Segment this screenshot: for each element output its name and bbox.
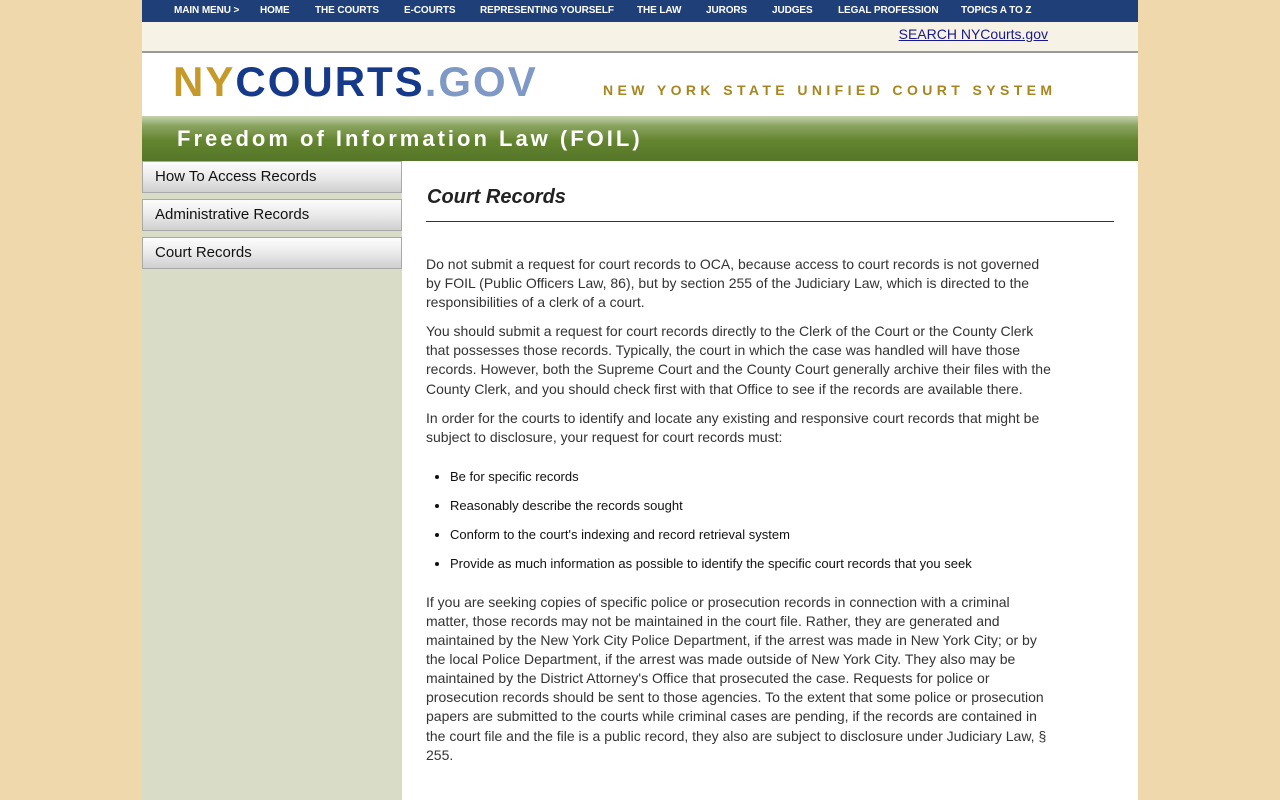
requirements-list [426, 469, 1054, 571]
nav-representing-yourself[interactable]: REPRESENTING YOURSELF [480, 5, 614, 16]
sidebar [142, 161, 402, 800]
nav-jurors[interactable]: JURORS [706, 5, 748, 16]
list-item: • Reasonably describe the records sought [450, 498, 1054, 513]
sidebar-item-how-to-access-records[interactable] [142, 161, 402, 193]
paragraph-clerk: You should submit a request for court records directly to the Clerk of the Court or the County Clerk that possesses those records. Typically, the court in which the case was handled will have those records. However, both the Supreme Court and the County Court generally archive their files with the County Clerk, and you should check first with that Office to see if the records are available there. [426, 323, 1051, 397]
site-logo[interactable] [173, 58, 538, 105]
site-tagline: NEW YORK STATE UNIFIED COURT SYSTEM [603, 82, 1057, 98]
list-item: • Be for specific records [450, 469, 1054, 484]
nav-e-courts[interactable]: E-COURTS [404, 5, 456, 16]
article-body [426, 255, 1054, 775]
page [142, 0, 1138, 800]
nav-the-courts[interactable]: THE COURTS [315, 5, 380, 16]
search-bar [142, 22, 1138, 53]
top-navigation [142, 0, 1138, 22]
nav-the-law[interactable]: THE LAW [637, 5, 682, 16]
list-item: • Conform to the court's indexing and record retrieval system [450, 527, 1054, 542]
banner-title: Freedom of Information Law (FOIL) [177, 126, 643, 151]
logo-ny: NY [173, 58, 236, 105]
list-item: • Provide as much information as possible to identify the specific court records that you seek [450, 556, 1054, 571]
paragraph-requirements-intro: In order for the courts to identify and locate any existing and responsive court records that might be subject to disclosure, your request for court records must: [426, 409, 1040, 445]
nav-legal-profession[interactable]: LEGAL PROFESSION [838, 5, 939, 16]
sidebar-item-label: Court Records [155, 244, 252, 261]
page-title: Court Records [427, 186, 566, 208]
sidebar-item-label: Administrative Records [155, 206, 310, 223]
nav-home[interactable]: HOME [260, 5, 290, 16]
search-link[interactable]: SEARCH NYCourts.gov [898, 26, 1048, 42]
paragraph-police-records: If you are seeking copies of specific police or prosecution records in connection with a criminal matter, those records may not be maintained in the court file. Rather, they are generated and maintained by the New York City Police Department, if the arrest was made in New York City; or by the local Police Department, if the arrest was made outside of New York City. They also may be maintained by the District Attorney's Office that prosecuted the case. Requests for police or prosecution records should be sent to those agencies. To the extent that some police or prosecution papers are submitted to the courts while criminal cases are pending, if the records are contained in the court file and the file is a public record, they also are subject to disclosure under Judiciary Law, § 255. [426, 593, 1047, 763]
main-content [402, 161, 1138, 800]
sidebar-item-administrative-records[interactable] [142, 199, 402, 231]
nav-main-menu[interactable]: MAIN MENU > [174, 5, 240, 16]
sidebar-item-label: How To Access Records [155, 168, 317, 185]
sidebar-item-court-records[interactable] [142, 237, 402, 269]
site-header [142, 53, 1138, 116]
page-banner [142, 116, 1138, 161]
logo-courts: COURTS [235, 58, 425, 105]
logo-gov: .GOV [424, 58, 538, 105]
nav-topics-a-to-z[interactable]: TOPICS A TO Z [961, 5, 1032, 16]
nav-judges[interactable]: JUDGES [772, 5, 813, 16]
paragraph-oca: Do not submit a request for court records to OCA, because access to court records is not governed by FOIL (Public Officers Law, 86), but by section 255 of the Judiciary Law, which is directed to the responsibilities of a clerk of a court. [426, 256, 1040, 311]
title-divider [426, 221, 1114, 222]
